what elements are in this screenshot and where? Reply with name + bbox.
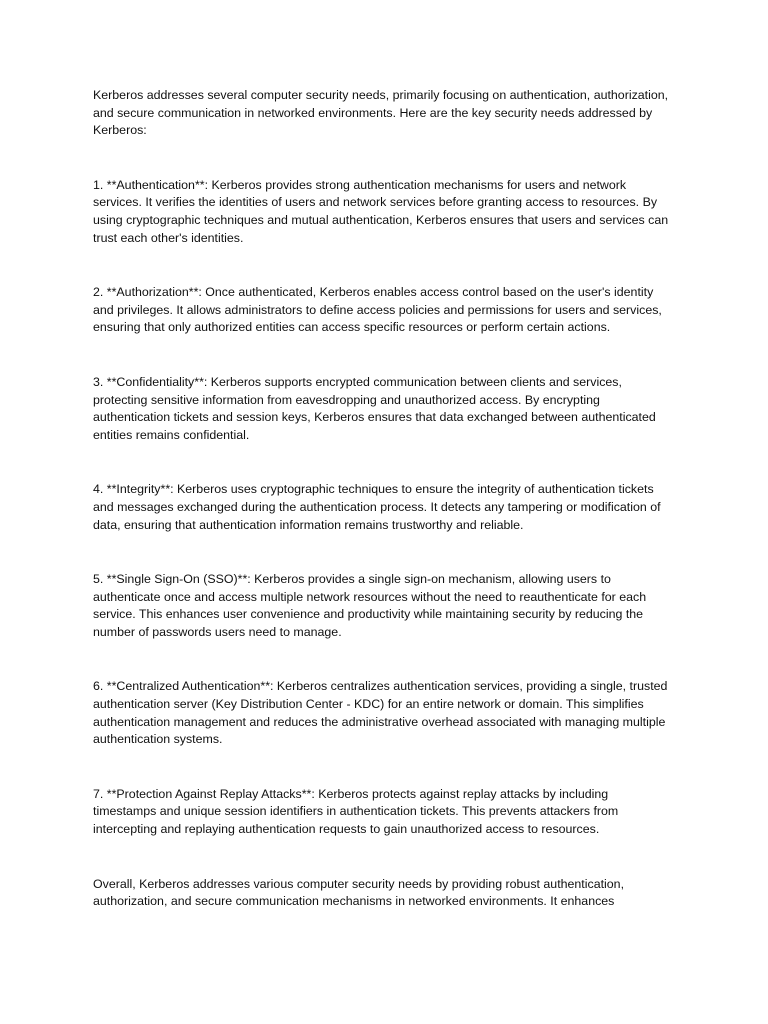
document-body: [93, 87, 673, 948]
point-single-sign-on: 5. **Single Sign-On (SSO)**: Kerberos provides a single sign-on mechanism, allowing users to authenticate once and access multiple network resources without the need to reauthenticate for each service. This enhances user convenience and productivity while maintaining security by reducing the number of passwords users need to manage.: [93, 572, 647, 639]
point-authentication: 1. **Authentication**: Kerberos provides strong authentication mechanisms for users and network services. It verifies the identities of users and network services before granting access to resources. By using cryptographic techniques and mutual authentication, Kerberos ensures that users and services can trust each other's identities.: [93, 177, 669, 245]
point-integrity: 4. **Integrity**: Kerberos uses cryptographic techniques to ensure the integrity of authentication tickets and messages exchanged during the authentication process. It detects any tampering or modification of data, ensuring that authentication information remains trustworthy and reliable.: [93, 482, 661, 532]
point-confidentiality: 3. **Confidentiality**: Kerberos supports encrypted communication between clients and services, protecting sensitive information from eavesdropping and unauthorized access. By encrypting authentication tickets and session keys, Kerberos ensures that data exchanged between authenticated entities remains confidential.: [93, 374, 656, 442]
point-replay-protection: 7. **Protection Against Replay Attacks**: Kerberos protects against replay attacks by including timestamps and unique session identifiers in authentication tickets. This prevents attackers from intercepting and replaying authentication requests to gain unauthorized access to resources.: [93, 786, 619, 837]
conclusion-paragraph: Overall, Kerberos addresses various computer security needs by providing robust authentication, authorization, and secure communication mechanisms in networked environments. It enhances: [93, 876, 625, 909]
point-centralized-authentication: 6. **Centralized Authentication**: Kerberos centralizes authentication services, providing a single, trusted authentication server (Key Distribution Center - KDC) for an entire network or domain. This simplifies authentication management and reduces the administrative overhead associated with managing multiple authentication systems.: [93, 679, 668, 747]
point-authorization: 2. **Authorization**: Once authenticated, Kerberos enables access control based on the user's identity and privileges. It allows administrators to define access policies and permissions for users and services, ensuring that only authorized entities can access specific resources or perform certain actions.: [93, 285, 662, 335]
intro-paragraph: Kerberos addresses several computer security needs, primarily focusing on authentication, authorization, and secure communication in networked environments. Here are the key security needs addressed by Kerberos:: [93, 88, 669, 138]
